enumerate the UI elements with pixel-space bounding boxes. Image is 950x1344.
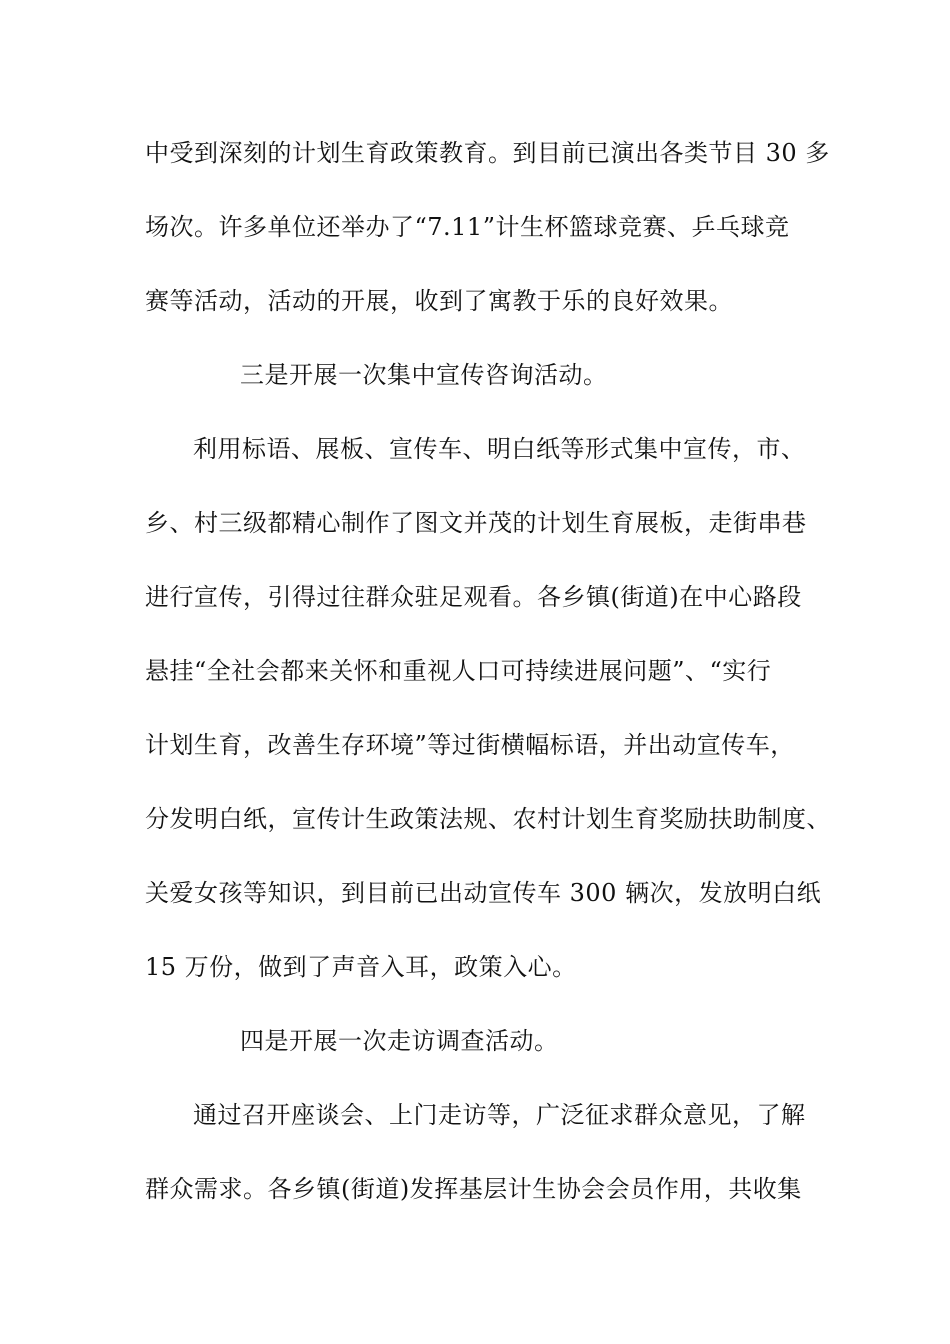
text-line: 计划生育，改善生存环境”等过街横幅标语，并出动宣传车， [145, 731, 795, 759]
text-line: 进行宣传，引得过往群众驻足观看。各乡镇(街道)在中心路段 [145, 583, 802, 611]
text-line: 乡、村三级都精心制作了图文并茂的计划生育展板，走街串巷 [145, 509, 807, 537]
text-line: 悬挂“全社会都来关怀和重视人口可持续进展问题”、“实行 [145, 657, 772, 685]
text-line: 利用标语、展板、宣传车、明白纸等形式集中宣传，市、 [193, 435, 806, 463]
section-heading: 三是开展一次集中宣传咨询活动。 [240, 361, 608, 389]
text-line: 通过召开座谈会、上门走访等，广泛征求群众意见，了解 [193, 1101, 806, 1129]
text-line: 15 万份，做到了声音入耳，政策入心。 [145, 953, 577, 981]
text-line: 群众需求。各乡镇(街道)发挥基层计生协会会员作用，共收集 [145, 1175, 802, 1203]
text-line: 分发明白纸，宣传计生政策法规、农村计划生育奖励扶助制度、 [145, 805, 831, 833]
text-line: 关爱女孩等知识，到目前已出动宣传车 300 辆次，发放明白纸 [145, 879, 822, 907]
section-heading: 四是开展一次走访调查活动。 [240, 1027, 559, 1055]
text-line: 中受到深刻的计划生育政策教育。到目前已演出各类节目 30 多 [145, 139, 830, 167]
text-line: 赛等活动，活动的开展，收到了寓教于乐的良好效果。 [145, 287, 733, 315]
text-line: 场次。许多单位还举办了“7.11”计生杯篮球竞赛、乒乓球竞 [145, 213, 790, 241]
